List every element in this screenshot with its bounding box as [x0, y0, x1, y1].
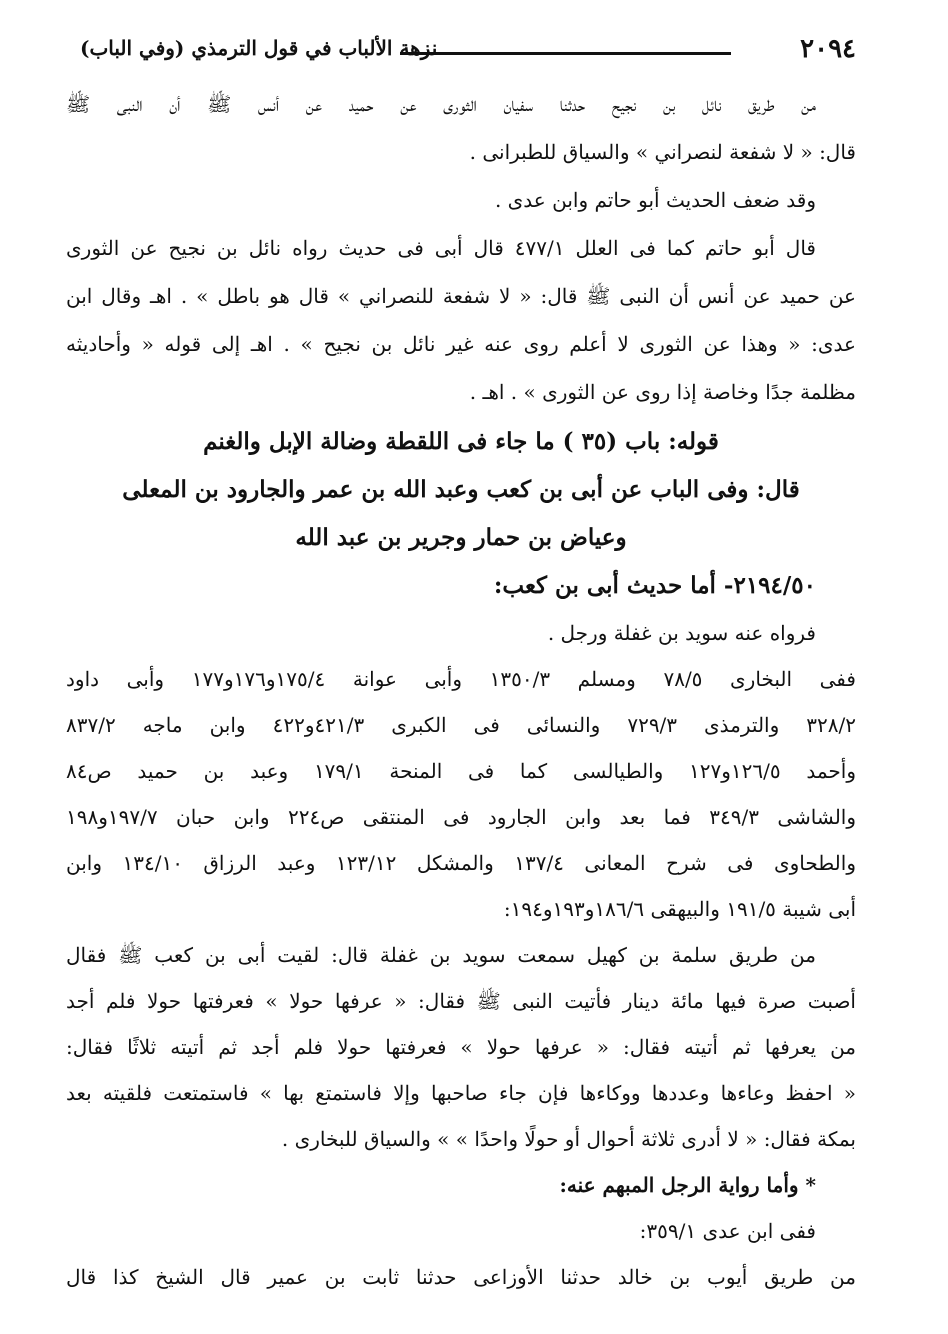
- text-line: من طريق سلمة بن كهيل سمعت سويد بن غفلة قال: لقيت أبى بن كعب ﷺ فقال: [66, 943, 816, 967]
- text-line: والشاشى ٣٤٩/٣ فما بعد وابن الجارود فى المنتقى ص٢٢٤ وابن حبان ١٩٧/٧و١٩٨: [66, 805, 856, 829]
- text-line: من طريق أيوب بن خالد حدثنا الأوزاعى حدثنا ثابت بن عمير قال الشيخ كذا قال: [66, 1265, 856, 1289]
- section-heading: ٢١٩٤/٥٠- أما حديث أبى بن كعب:: [493, 572, 816, 599]
- page-header: [60, 30, 856, 70]
- chapter-heading: قوله: باب (٣٥ ) ما جاء فى اللقطة وضالة الإبل والغنم: [203, 428, 719, 455]
- text-line: من يعرفها ثم أتيته فقال: « عرفها حولا » فعرفتها حولا فلم أجد ثم أتيته ثلاثًا فقال:: [66, 1035, 856, 1059]
- page-body: [66, 80, 856, 1300]
- text-line: مظلمة جدًا وخاصة إذا روى عن الثورى » . اهـ .: [469, 380, 856, 404]
- running-title: نزهة الألباب في قول الترمذي (وفي الباب): [80, 36, 438, 60]
- subsection-heading: * وأما رواية الرجل المبهم عنه:: [559, 1173, 816, 1197]
- text-line: قال: « لا شفعة لنصراني » والسياق للطبرانى .: [469, 140, 856, 164]
- text-line: « احفظ وعاءها وعددها ووكاءها فإن جاء صاحبها وإلا فاستمتع بها » فاستمتعت فلقيته بعد: [66, 1081, 856, 1105]
- text-line: ففى ابن عدى ٣٥٩/١:: [639, 1219, 816, 1243]
- text-line: قال أبو حاتم كما فى العلل ٤٧٧/١ قال أبى فى حديث رواه نائل بن نجيح عن الثورى: [66, 236, 816, 260]
- text-line: ٣٢٨/٢ والترمذى ٧٢٩/٣ والنسائى فى الكبرى ٤٢١/٣و٤٢٢ وابن ماجه ٨٣٧/٢: [66, 713, 856, 737]
- text-line: عن حميد عن أنس أن النبى ﷺ قال: « لا شفعة للنصراني » قال هو باطل » . اهـ وقال ابن: [66, 284, 856, 308]
- text-line: وأحمد ١٢٦/٥و١٢٧ والطيالسى كما فى المنحة ١٧٩/١ وعبد بن حميد ص٨٤: [66, 759, 856, 783]
- header-rule: [400, 52, 731, 55]
- text-line: ففى البخارى ٧٨/٥ ومسلم ١٣٥٠/٣ وأبى عوانة ١٧٥/٤و١٧٦و١٧٧ وأبى داود: [66, 667, 856, 691]
- text-line: والطحاوى فى شرح المعانى ١٣٧/٤ والمشكل ١٢٣/١٢ وعبد الرزاق ١٣٤/١٠ وابن: [66, 851, 856, 875]
- text-line: وقد ضعف الحديث أبو حاتم وابن عدى .: [494, 188, 816, 212]
- text-line: فرواه عنه سويد بن غفلة ورجل .: [547, 621, 816, 645]
- chapter-subheading: وعياض بن حمار وجرير بن عبد الله: [295, 524, 627, 551]
- text-line: أصبت صرة فيها مائة دينار فأتيت النبى ﷺ فقال: « عرفها حولا » فعرفتها حولا فلم أجد: [66, 989, 856, 1013]
- text-line: بمكة فقال: « لا أدرى ثلاثة أحوال أو حولًا واحدًا » » والسياق للبخارى .: [281, 1127, 856, 1151]
- text-line: من طريق نائل بن نجيح حدثنا سفيان الثورى عن حميد عن أنس ﷺ أن النبى ﷺ: [66, 92, 816, 116]
- text-line: أبى شيبة ١٩١/٥ والبيهقى ١٨٦/٦و١٩٣و١٩٤:: [503, 897, 856, 921]
- chapter-subheading: قال: وفى الباب عن أبى بن كعب وعبد الله بن عمر والجارود بن المعلى: [122, 476, 800, 503]
- text-line: عدى: « وهذا عن الثورى لا أعلم روى عنه غير نائل بن نجيح » . اهـ إلى قوله « وأحاديثه: [66, 332, 856, 356]
- page-number: ٢٠٩٤: [800, 34, 856, 64]
